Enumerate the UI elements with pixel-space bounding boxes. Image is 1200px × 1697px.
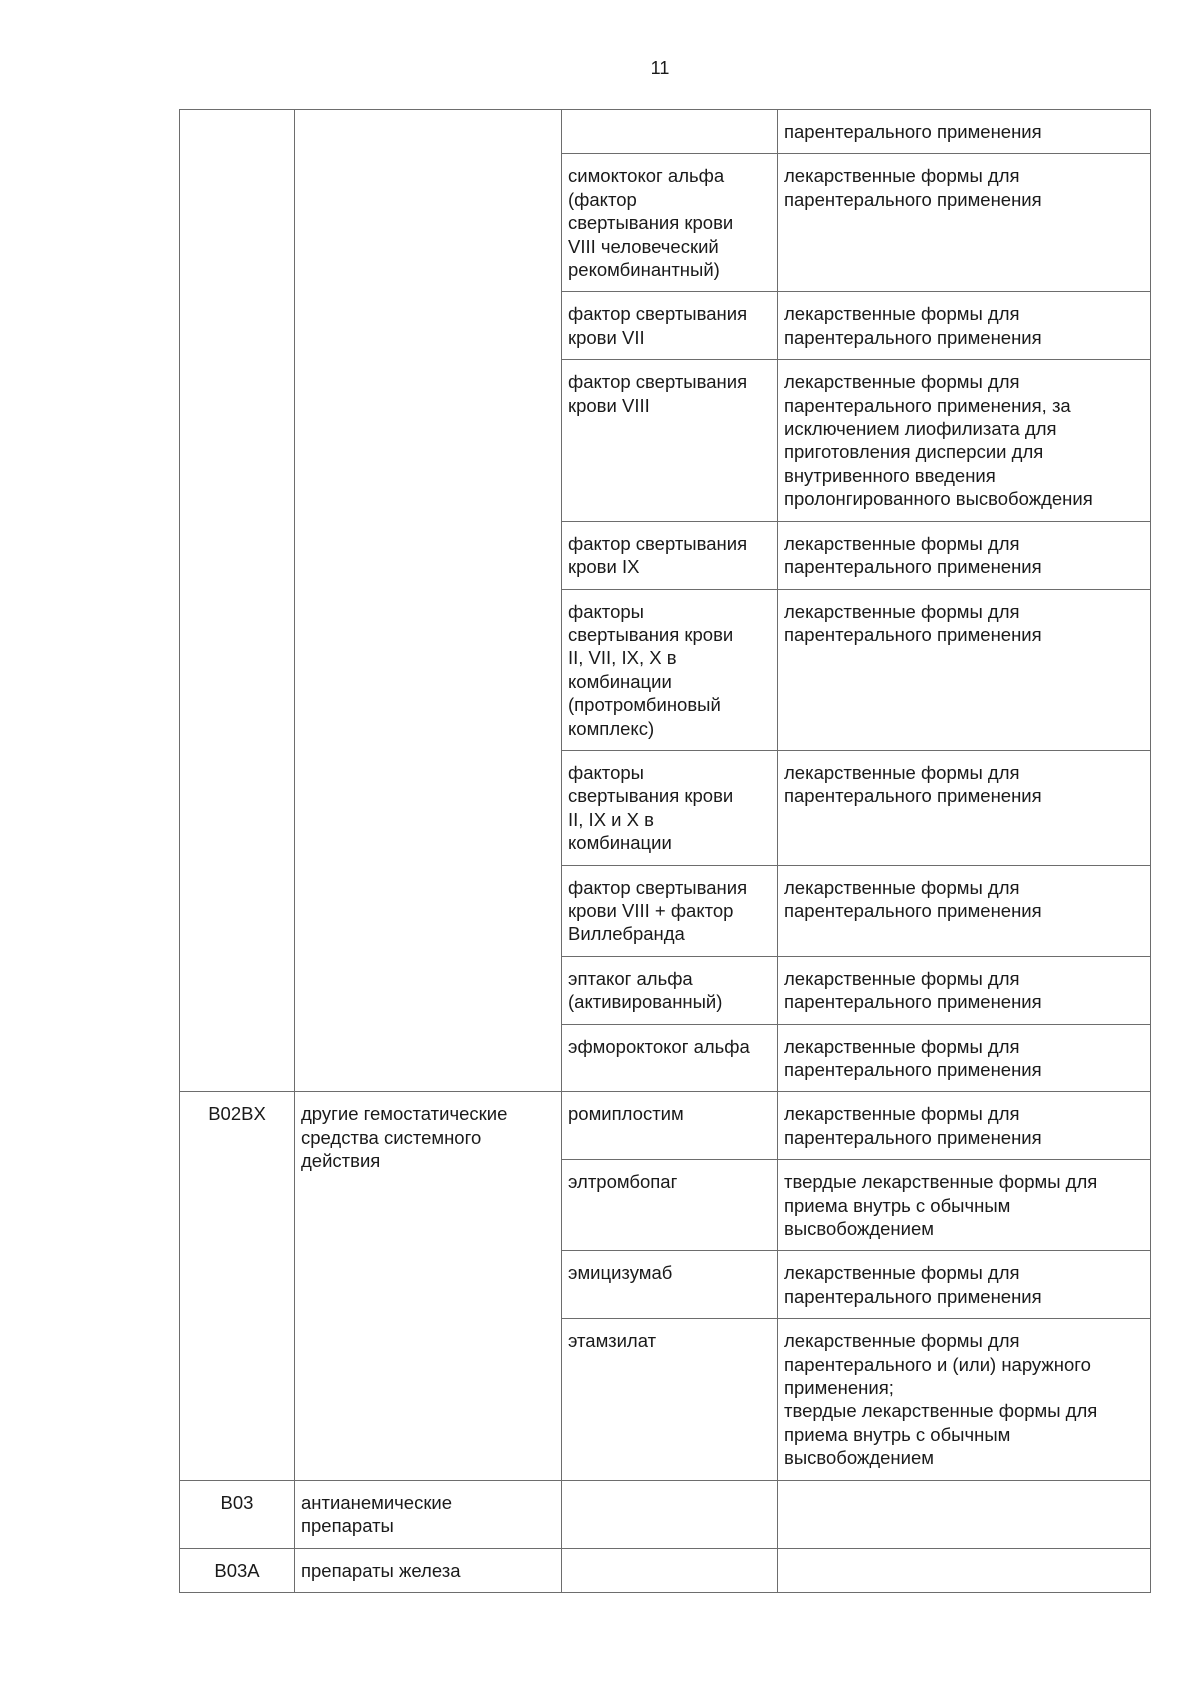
drug-name-cell: фактор свертывания крови VIII xyxy=(562,360,778,521)
atc-code-cell: B03 xyxy=(180,1480,295,1548)
drug-name-cell: фактор свертывания крови VII xyxy=(562,292,778,360)
table-row xyxy=(180,110,1151,154)
dosage-form-cell: лекарственные формы для парентерального применения xyxy=(778,521,1151,589)
table-row xyxy=(180,1548,1151,1592)
drug-name-cell: элтромбопаг xyxy=(562,1160,778,1251)
atc-code-cell: B02BX xyxy=(180,1092,295,1480)
atc-code-cell: B03A xyxy=(180,1548,295,1592)
dosage-form-cell: лекарственные формы для парентерального и (или) наружного применения; твердые лекарственные формы для приема внутрь с обычным высвобождением xyxy=(778,1319,1151,1480)
dosage-form-cell: лекарственные формы для парентерального применения xyxy=(778,1092,1151,1160)
drug-name-cell: этамзилат xyxy=(562,1319,778,1480)
dosage-form-cell: твердые лекарственные формы для приема внутрь с обычным высвобождением xyxy=(778,1160,1151,1251)
dosage-form-cell: лекарственные формы для парентерального применения xyxy=(778,750,1151,865)
drug-name-cell: факторы свертывания крови II, IX и X в комбинации xyxy=(562,750,778,865)
group-name-cell: препараты железа xyxy=(295,1548,562,1592)
drug-name-cell: фактор свертывания крови IX xyxy=(562,521,778,589)
dosage-form-cell: парентерального применения xyxy=(778,110,1151,154)
drug-name-cell: эфмороктоког альфа xyxy=(562,1024,778,1092)
dosage-form-cell: лекарственные формы для парентерального применения xyxy=(778,956,1151,1024)
page-number: 11 xyxy=(650,58,670,78)
drug-name-cell: эмицизумаб xyxy=(562,1251,778,1319)
drug-name-cell: эптаког альфа (активированный) xyxy=(562,956,778,1024)
drug-table xyxy=(179,109,1151,1593)
drug-name-cell xyxy=(562,1480,778,1548)
dosage-form-cell: лекарственные формы для парентерального применения xyxy=(778,1251,1151,1319)
drug-name-cell: фактор свертывания крови VIII + фактор Виллебранда xyxy=(562,865,778,956)
dosage-form-cell: лекарственные формы для парентерального применения xyxy=(778,589,1151,750)
group-name-cell: антианемические препараты xyxy=(295,1480,562,1548)
group-name-cell xyxy=(295,110,562,1092)
drug-name-cell xyxy=(562,1548,778,1592)
table-row xyxy=(180,1480,1151,1548)
drug-name-cell: симоктоког альфа (фактор свертывания крови VIII человеческий рекомбинантный) xyxy=(562,154,778,292)
dosage-form-cell: лекарственные формы для парентерального применения, за исключением лиофилизата для приготовления дисперсии для внутривенного введения пролонгированного высвобождения xyxy=(778,360,1151,521)
dosage-form-cell: лекарственные формы для парентерального применения xyxy=(778,154,1151,292)
dosage-form-cell xyxy=(778,1548,1151,1592)
atc-code-cell xyxy=(180,110,295,1092)
dosage-form-cell xyxy=(778,1480,1151,1548)
drug-name-cell: факторы свертывания крови II, VII, IX, X в комбинации (протромбиновый комплекс) xyxy=(562,589,778,750)
dosage-form-cell: лекарственные формы для парентерального применения xyxy=(778,1024,1151,1092)
group-name-cell: другие гемостатические средства системного действия xyxy=(295,1092,562,1480)
drug-name-cell: ромиплостим xyxy=(562,1092,778,1160)
drug-name-cell xyxy=(562,110,778,154)
table-row xyxy=(180,1092,1151,1160)
dosage-form-cell: лекарственные формы для парентерального применения xyxy=(778,865,1151,956)
dosage-form-cell: лекарственные формы для парентерального применения xyxy=(778,292,1151,360)
